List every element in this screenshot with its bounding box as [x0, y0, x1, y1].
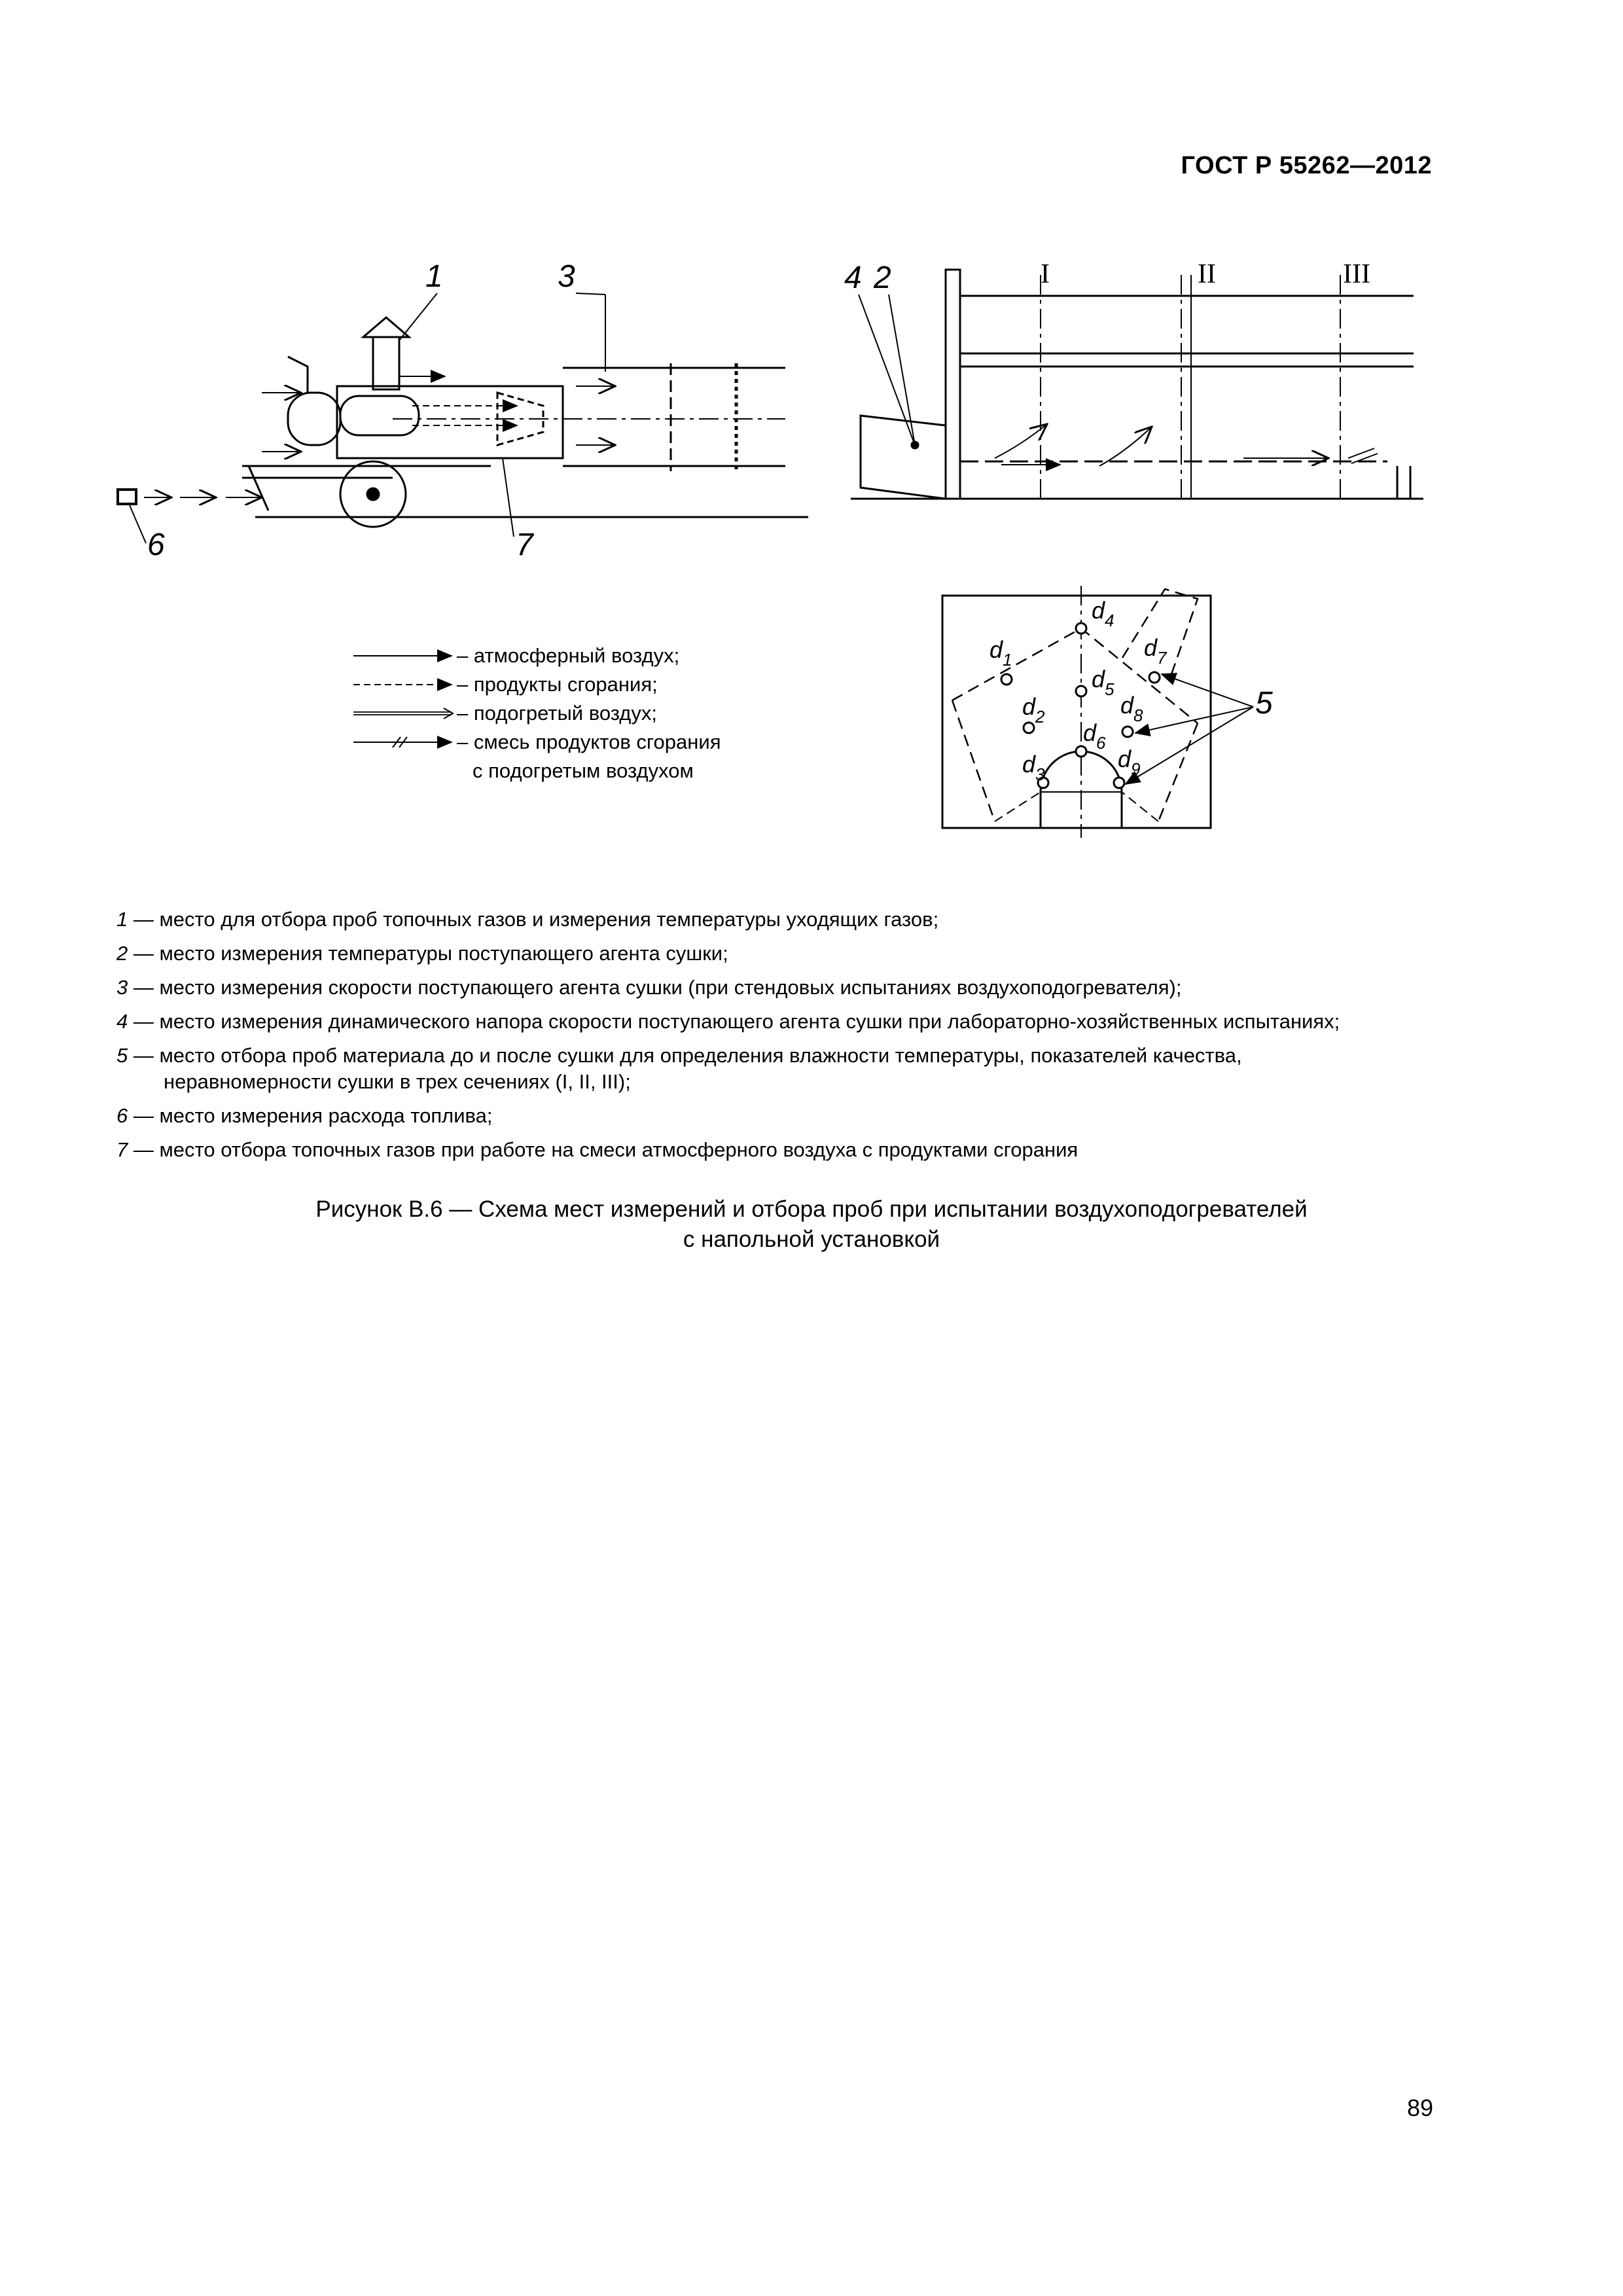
- figure-caption: [196, 1194, 1427, 1255]
- legend-atmospheric-air: – атмосферный воздух;: [457, 644, 680, 667]
- page-number: 89: [1406, 2094, 1433, 2121]
- measurement-scheme-figure: [0, 0, 1623, 916]
- callout-5: 5: [1255, 686, 1273, 721]
- caption-line-2: с напольной установкой: [683, 1227, 940, 1252]
- legend-item-7: 7 — место отбора топочных газов при работе на смеси атмосферного воздуха с продуктами сгорания: [116, 1138, 1079, 1161]
- document-header: ГОСТ Р 55262—2012: [1181, 152, 1432, 179]
- point-d9-marker: [1114, 778, 1124, 788]
- heater-side-view: [118, 293, 808, 543]
- legend-mixture-line2: с подогретым воздухом: [473, 759, 694, 782]
- callout-2: 2: [874, 260, 891, 295]
- callout-6: 6: [147, 528, 165, 562]
- legend-item-3: 3 — место измерения скорости поступающего агента сушки (при стендовых испытаниях воздухоподогревателя);: [116, 976, 1182, 999]
- line-type-legend: [353, 656, 453, 747]
- dryer-longitudinal-view: [851, 270, 1423, 499]
- point-d5: $d_5$: [1092, 666, 1115, 699]
- point-d8-marker: [1122, 726, 1133, 737]
- callout-4: 4: [844, 260, 862, 295]
- point-d3: $d_3$: [1022, 751, 1045, 784]
- figure-legend-list: [116, 906, 1465, 1171]
- point-d4-marker: [1076, 623, 1086, 634]
- caption-line-1: Рисунок В.6 — Схема мест измерений и отбора проб при испытании воздухоподогревателей: [315, 1196, 1308, 1222]
- legend-item-2: 2 — место измерения температуры поступающего агента сушки;: [116, 942, 728, 965]
- legend-item-1: 1 — место для отбора проб топочных газов и измерения температуры уходящих газов;: [116, 908, 939, 931]
- point-d6: $d_6$: [1083, 719, 1106, 753]
- legend-heated-air: – подогретый воздух;: [457, 702, 657, 725]
- callout-1: 1: [425, 259, 443, 294]
- legend-combustion-products: – продукты сгорания;: [457, 673, 658, 696]
- point-d8: $d_8$: [1120, 692, 1143, 725]
- point-d5-marker: [1076, 686, 1086, 696]
- point-d1: $d_1$: [990, 636, 1012, 670]
- section-label-ii: II: [1198, 259, 1216, 289]
- point-d4: $d_4$: [1092, 597, 1115, 630]
- point-d2-marker: [1024, 723, 1034, 733]
- legend-mixture-line1: – смесь продуктов сгорания: [457, 730, 721, 753]
- legend-item-5: 5 — место отбора проб материала до и после сушки для определения влажности температуры, показателей качества, неравномерности сушки в трех сечениях (I, II, III);: [116, 1044, 1242, 1093]
- legend-item-4: 4 — место измерения динамического напора скорости поступающего агента сушки при лабораторно-хозяйственных испытаниях;: [116, 1010, 1340, 1033]
- callout-3: 3: [558, 259, 575, 294]
- section-label-iii: III: [1343, 259, 1370, 289]
- point-d7: $d_7$: [1144, 634, 1167, 668]
- point-d6-marker: [1076, 746, 1086, 757]
- point-d1-marker: [1001, 674, 1012, 685]
- point-d9: $d_9$: [1118, 745, 1141, 779]
- point-d7-marker: [1149, 672, 1160, 683]
- section-label-i: I: [1041, 259, 1050, 289]
- point-d2: $d_2$: [1022, 693, 1045, 726]
- legend-item-6: 6 — место измерения расхода топлива;: [116, 1104, 493, 1127]
- callout-7: 7: [516, 528, 533, 562]
